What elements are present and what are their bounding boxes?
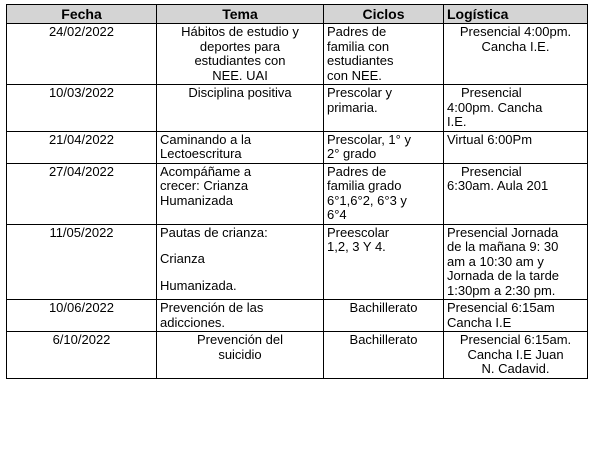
cell-fecha: 11/05/2022 — [7, 224, 157, 300]
header-logistica: Logística — [444, 5, 588, 24]
cell-fecha: 27/04/2022 — [7, 163, 157, 224]
cell-fecha: 24/02/2022 — [7, 24, 157, 85]
cell-logistica: Virtual 6:00Pm — [444, 131, 588, 163]
cell-logistica: Presencial 4:00pm. Cancha I.E. — [444, 24, 588, 85]
cell-tema: Pautas de crianza: Crianza Humanizada. — [157, 224, 324, 300]
cell-ciclos: Prescolar, 1° y 2° grado — [324, 131, 444, 163]
cell-logistica: Presencial Jornada de la mañana 9: 30 am a 10:30 am y Jornada de la tarde 1:30pm a 2:30 pm. — [444, 224, 588, 300]
cell-logistica: Presencial 4:00pm. Cancha I.E. — [444, 85, 588, 132]
cell-tema: Acompáñame a crecer: Crianza Humanizada — [157, 163, 324, 224]
cell-tema: Hábitos de estudio y deportes para estudiantes con NEE. UAI — [157, 24, 324, 85]
cell-ciclos: Padres de familia grado 6°1,6°2, 6°3 y 6°4 — [324, 163, 444, 224]
cell-fecha: 10/06/2022 — [7, 300, 157, 332]
table-row — [7, 163, 588, 224]
cell-tema: Prevención del suicidio — [157, 332, 324, 379]
cell-ciclos: Bachillerato — [324, 300, 444, 332]
cell-logistica: Presencial 6:15am Cancha I.E — [444, 300, 588, 332]
table-row — [7, 131, 588, 163]
cell-ciclos: Prescolar y primaria. — [324, 85, 444, 132]
table-row — [7, 300, 588, 332]
cell-logistica: Presencial 6:15am. Cancha I.E Juan N. Cadavid. — [444, 332, 588, 379]
cell-tema: Caminando a la Lectoescritura — [157, 131, 324, 163]
header-ciclos: Ciclos — [324, 5, 444, 24]
cell-tema: Prevención de las adicciones. — [157, 300, 324, 332]
header-fecha: Fecha — [7, 5, 157, 24]
schedule-table — [6, 4, 588, 379]
table-row — [7, 332, 588, 379]
cell-ciclos: Bachillerato — [324, 332, 444, 379]
cell-logistica: Presencial 6:30am. Aula 201 — [444, 163, 588, 224]
cell-ciclos: Preescolar 1,2, 3 Y 4. — [324, 224, 444, 300]
cell-tema: Disciplina positiva — [157, 85, 324, 132]
table-row — [7, 224, 588, 300]
cell-fecha: 10/03/2022 — [7, 85, 157, 132]
header-tema: Tema — [157, 5, 324, 24]
table-row — [7, 85, 588, 132]
cell-fecha: 21/04/2022 — [7, 131, 157, 163]
header-row — [7, 5, 588, 24]
table-row — [7, 24, 588, 85]
cell-fecha: 6/10/2022 — [7, 332, 157, 379]
cell-ciclos: Padres de familia con estudiantes con NEE. — [324, 24, 444, 85]
